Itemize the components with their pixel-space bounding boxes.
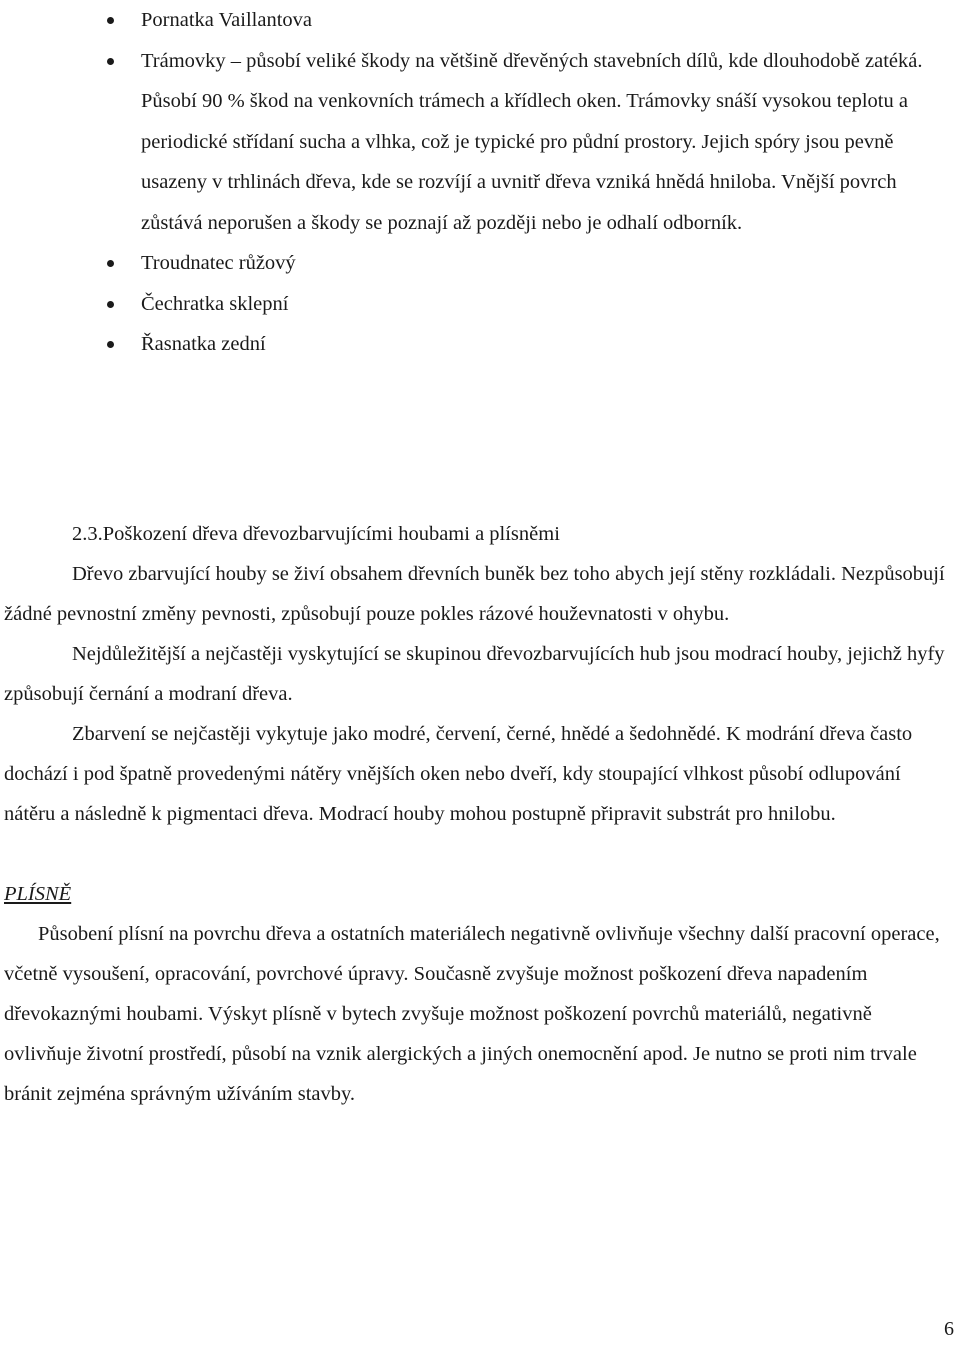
bullet-icon bbox=[107, 301, 114, 308]
bullet-text: Troudnatec růžový bbox=[141, 252, 296, 274]
section-body bbox=[4, 554, 954, 834]
paragraph: Nejdůležitější a nejčastěji vyskytující se skupinou dřevozbarvujících hub jsou modrací houby, jejichž hyfy způsobují černání a modraní dřeva. bbox=[4, 643, 945, 705]
bullet-icon bbox=[107, 58, 114, 65]
bullet-text: Řasnatka zední bbox=[141, 333, 266, 355]
paragraph: Dřevo zbarvující houby se živí obsahem dřevních buněk bez toho abych její stěny rozkládali. Nezpůsobují žádné pevnostní změny pevnosti, způsobují pouze pokles rázové houževnatosti v ohybu. bbox=[4, 563, 945, 625]
bullet-item bbox=[0, 284, 960, 325]
bullet-item bbox=[0, 243, 960, 284]
bullet-text: Čechratka sklepní bbox=[141, 292, 289, 315]
bullet-item bbox=[0, 0, 960, 41]
bullet-text: Pornatka Vaillantova bbox=[141, 9, 312, 31]
bullet-text: Trámovky – působí veliké škody na většině dřevěných stavebních dílů, kde dlouhodobě zatéká. Působí 90 % škod na venkovních trámech a křídlech oken. Trámovky snáší vysokou teplotu a periodické střídaní sucha a vlhka, což je typické pro půdní prostory. Jejich spóry jsou pevně usazeny v trhlinách dřeva, kde se rozvíjí a uvnitř dřeva vzniká hnědá hniloba. Vnější povrch zůstává neporušen a škody se poznají až později nebo je odhalí odborník. bbox=[141, 49, 923, 234]
bullet-icon bbox=[107, 341, 114, 348]
page-number: 6 bbox=[944, 1318, 954, 1340]
section-heading: 2.3.Poškození dřeva dřevozbarvujícími houbami a plísněmi bbox=[72, 523, 560, 545]
bullet-item bbox=[0, 324, 960, 365]
plisne-subheading: PLÍSNĚ bbox=[4, 883, 72, 905]
fungi-bullet-list bbox=[0, 0, 960, 365]
bullet-item bbox=[0, 41, 960, 244]
plisne-body bbox=[4, 914, 954, 1114]
paragraph: Působení plísní na povrchu dřeva a ostatních materiálech negativně ovlivňuje všechny další pracovní operace, včetně vysoušení, opracování, povrchové úpravy. Současně zvyšuje možnost poškození dřeva napadením dřevokaznými houbami. Výskyt plísně v bytech zvyšuje možnost poškození povrchů materiálů, negativně ovlivňuje životní prostředí, působí na vznik alergických a jiných onemocnění apod. Je nutno se proti nim trvale bránit zejména správným užíváním stavby. bbox=[4, 923, 940, 1105]
bullet-icon bbox=[107, 260, 114, 267]
bullet-icon bbox=[107, 17, 114, 24]
paragraph: Zbarvení se nejčastěji vykytuje jako modré, červení, černé, hnědé a šedohnědé. K modrání dřeva často dochází i pod špatně provedenými nátěry vnějších oken nebo dveří, kdy stoupající vlhkost působí odlupování nátěru a následně k pigmentaci dřeva. Modrací houby mohou postupně připravit substrát pro hnilobu. bbox=[4, 723, 913, 825]
